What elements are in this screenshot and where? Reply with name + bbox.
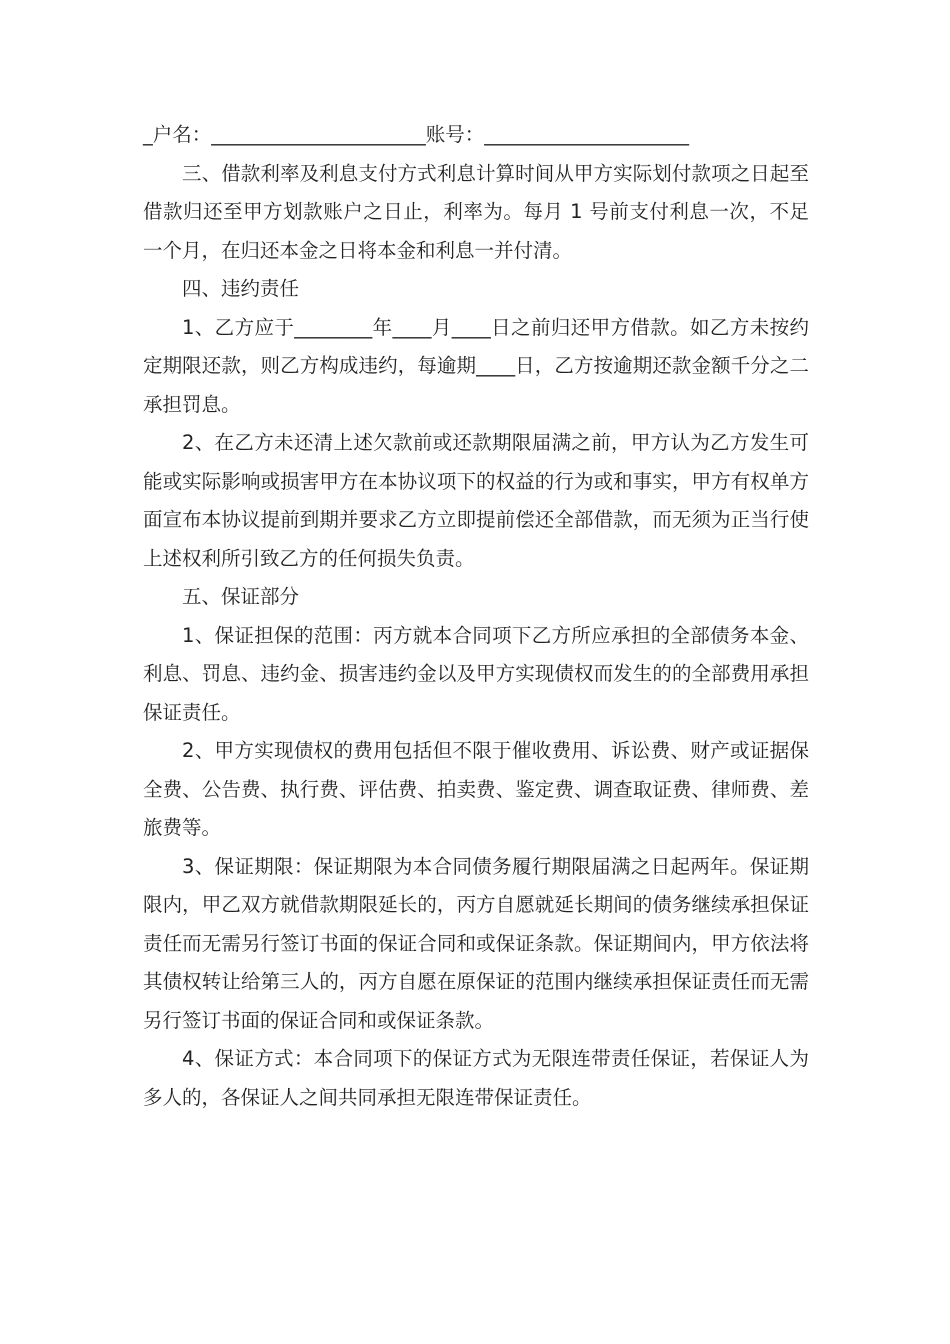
clause-guarantee-4: 4、保证方式：本合同项下的保证方式为无限连带责任保证，若保证人为多人的，各保证人之间共同承担无限连带保证责任。: [143, 1047, 809, 1109]
document-body: [143, 116, 809, 1117]
account-number-blank: _____________________: [484, 123, 690, 146]
account-line: [143, 116, 809, 155]
section-heading-breach: 四、违约责任: [182, 277, 300, 300]
clause-breach-2: 2、在乙方未还清上述欠款前或还款期限届满之前，甲方认为乙方发生可能或实际影响或损害甲方在本协议项下的权益的行为或和事实，甲方有权单方面宣布本协议提前到期并要求乙方立即提前偿还全部借款，而无须为正当行使上述权利所引致乙方的任何损失负责。: [143, 431, 809, 570]
clause-guarantee-3: 3、保证期限：保证期限为本合同债务履行期限届满之日起两年。保证期限内，甲乙双方就借款期限延长的，丙方自愿就延长期间的债务继续承担保证责任而无需另行签订书面的保证合同和或保证条款。保证期间内，甲方依法将其债权转让给第三人的，丙方自愿在原保证的范围内继续承担保证责任而无需另行签订书面的保证合同和或保证条款。: [143, 854, 809, 1032]
account-number-label: 账号：: [425, 123, 485, 146]
section-heading-guarantee: 五、保证部分: [182, 585, 300, 608]
account-name-label: _户名：: [143, 123, 212, 146]
clause-guarantee-2: 2、甲方实现债权的费用包括但不限于催收费用、诉讼费、财产或证据保全费、公告费、执行费、评估费、拍卖费、鉴定费、调查取证费、律师费、差旅费等。: [143, 739, 809, 839]
clause-interest-paragraph: 三、借款利率及利息支付方式利息计算时间从甲方实际划付款项之日起至借款归还至甲方划款账户之日止，利率为。每月 1 号前支付利息一次，不足一个月，在归还本金之日将本金和利息一并付清。: [143, 161, 809, 262]
clause-breach-1: 1、乙方应于________年____月____日之前归还甲方借款。如乙方未按约定期限还款，则乙方构成违约，每逾期____日，乙方按逾期还款金额千分之二承担罚息。: [143, 315, 809, 416]
account-name-blank: ______________________: [211, 123, 426, 146]
clause-guarantee-1: 1、保证担保的范围：丙方就本合同项下乙方所应承担的全部债务本金、利息、罚息、违约金、损害违约金以及甲方实现债权而发生的的全部费用承担保证责任。: [143, 623, 809, 724]
